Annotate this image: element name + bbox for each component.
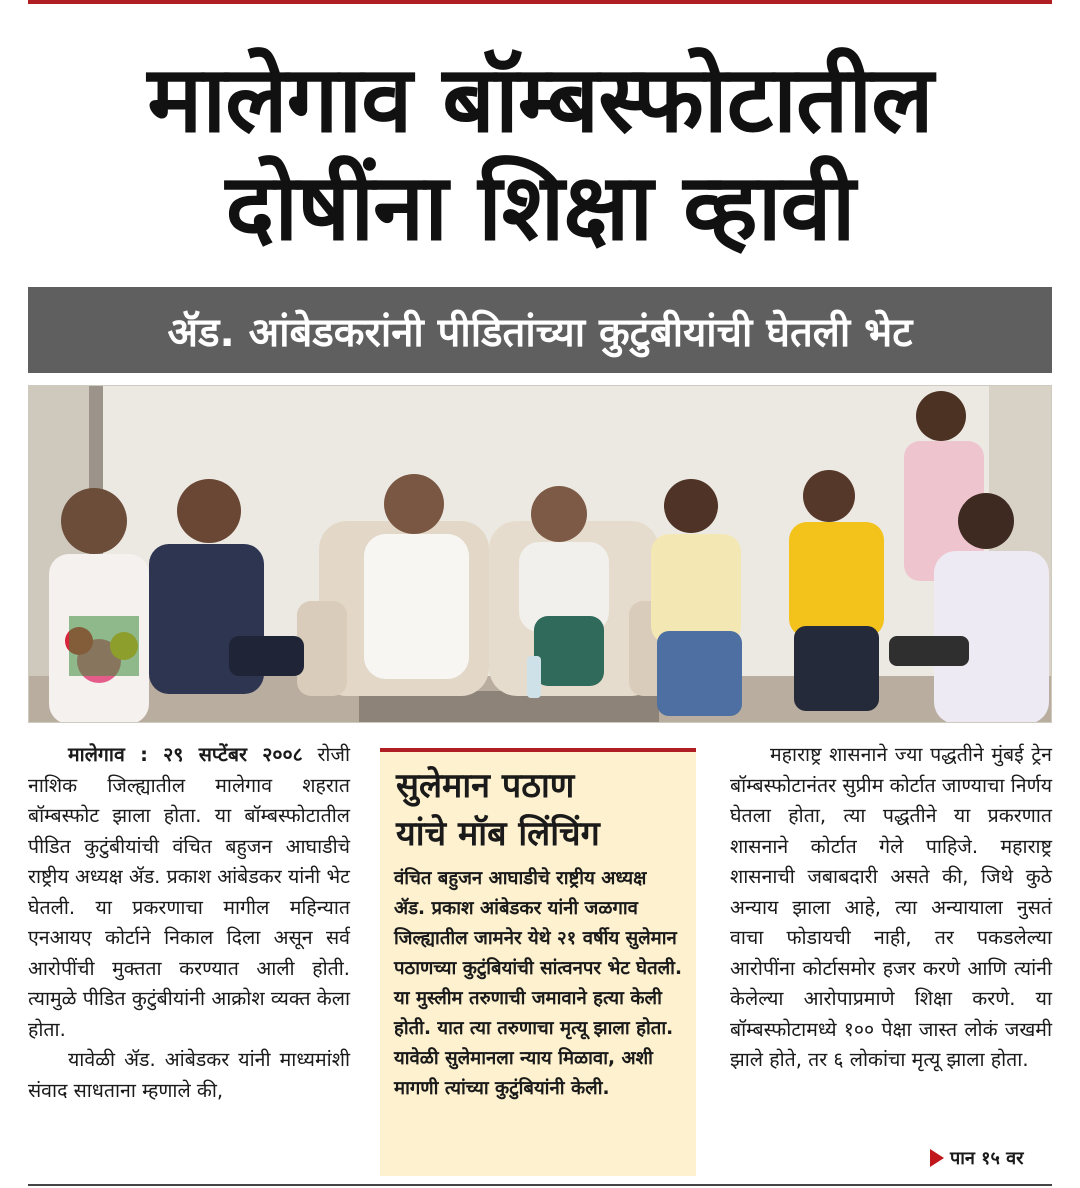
top-rule <box>28 0 1052 4</box>
article-paragraph-3: महाराष्ट्र शासनाने ज्या पद्धतीने मुंबई ट्रेन बॉम्बस्फोटानंतर सुप्रीम कोर्टात जाण्याचा निर्णय घेतला होता, त्या पद्धतीने या प्रकरणात शासनाने कोर्टात गेले पाहिजे. महाराष्ट्र शासनाची जबाबदारी असते की, जिथे कुठे अन्याय झाला आहे, त्या अन्यायाला नुसतं वाचा फोडायची नाही, तर पकडलेल्या आरोपींना कोर्टासमोर हजर करणे आणि त्यांनी केलेल्या आरोपाप्रमाणे शिक्षा करणे. या बॉम्बस्फोटामध्ये १०० पेक्षा जास्त लोकं जखमी झाले होते, तर ६ लोकांचा मृत्यू झाला होता. <box>730 743 1052 1071</box>
news-photo <box>28 385 1052 723</box>
article-paragraph-1-text: रोजी नाशिक जिल्ह्यातील मालेगाव शहरात बॉम्बस्फोट झाला होता. या बॉम्बस्फोटातील पीडित कुटुंबीयांची वंचित बहुजन आघाडीचे राष्ट्रीय अध्यक्ष ॲड. प्रकाश आंबेडकर यांनी भेट घेतली. या प्रकरणाचा मागील महिन्यात एनआयए कोर्टाने निकाल दिला असून सर्व आरोपींची मुक्तता करण्यात आली होती. त्यामुळे पीडित कुटुंबीयांनी आक्रोश व्यक्त केला होता. <box>28 743 350 1041</box>
subheadline: ॲड. आंबेडकरांनी पीडितांच्या कुटुंबीयांची घेतली भेट <box>28 287 1052 373</box>
sidebar-box-body: वंचित बहुजन आघाडीचे राष्ट्रीय अध्यक्ष ॲड. प्रकाश आंबेडकर यांनी जळगाव जिल्ह्यातील जामनेर येथे २१ वर्षीय सुलेमान पठाणच्या कुटुंबियांची सांत्वनपर भेट घेतली. या मुस्लीम तरुणाची जमावाने हत्या केली होती. यात त्या तरुणाचा मृत्यू झाला होता. यावेळी सुलेमानला न्याय मिळावा, अशी मागणी त्यांच्या कुटुंबियांनी केली. <box>394 868 682 1099</box>
continued-on-page <box>930 1146 1024 1170</box>
article-paragraph-1 <box>28 740 350 1045</box>
dateline: मालेगाव : २९ सप्टेंबर २००८ <box>68 743 303 766</box>
continued-label: पान १५ वर <box>950 1148 1024 1169</box>
headline-line-1: मालेगाव बॉम्बस्फोटातील <box>147 46 933 153</box>
article-column-left <box>28 740 350 1106</box>
sidebar-box <box>380 748 696 1176</box>
headline-line-2: दोषींना शिक्षा व्हावी <box>225 154 855 261</box>
sidebar-box-title-line-1: सुलेमान पठाण <box>396 766 575 806</box>
sidebar-box-title-line-2: यांचे मॉब लिंचिंग <box>396 814 600 854</box>
sidebar-box-title <box>380 752 696 858</box>
bottom-rule <box>28 1184 1052 1186</box>
meeting-photo-illustration <box>29 386 1052 723</box>
article-paragraph-2: यावेळी ॲड. आंबेडकर यांनी माध्यमांशी संवाद साधताना म्हणाले की, <box>28 1048 350 1102</box>
play-arrow-icon <box>930 1149 944 1167</box>
article-column-right <box>730 740 1052 1076</box>
headline <box>28 46 1052 262</box>
